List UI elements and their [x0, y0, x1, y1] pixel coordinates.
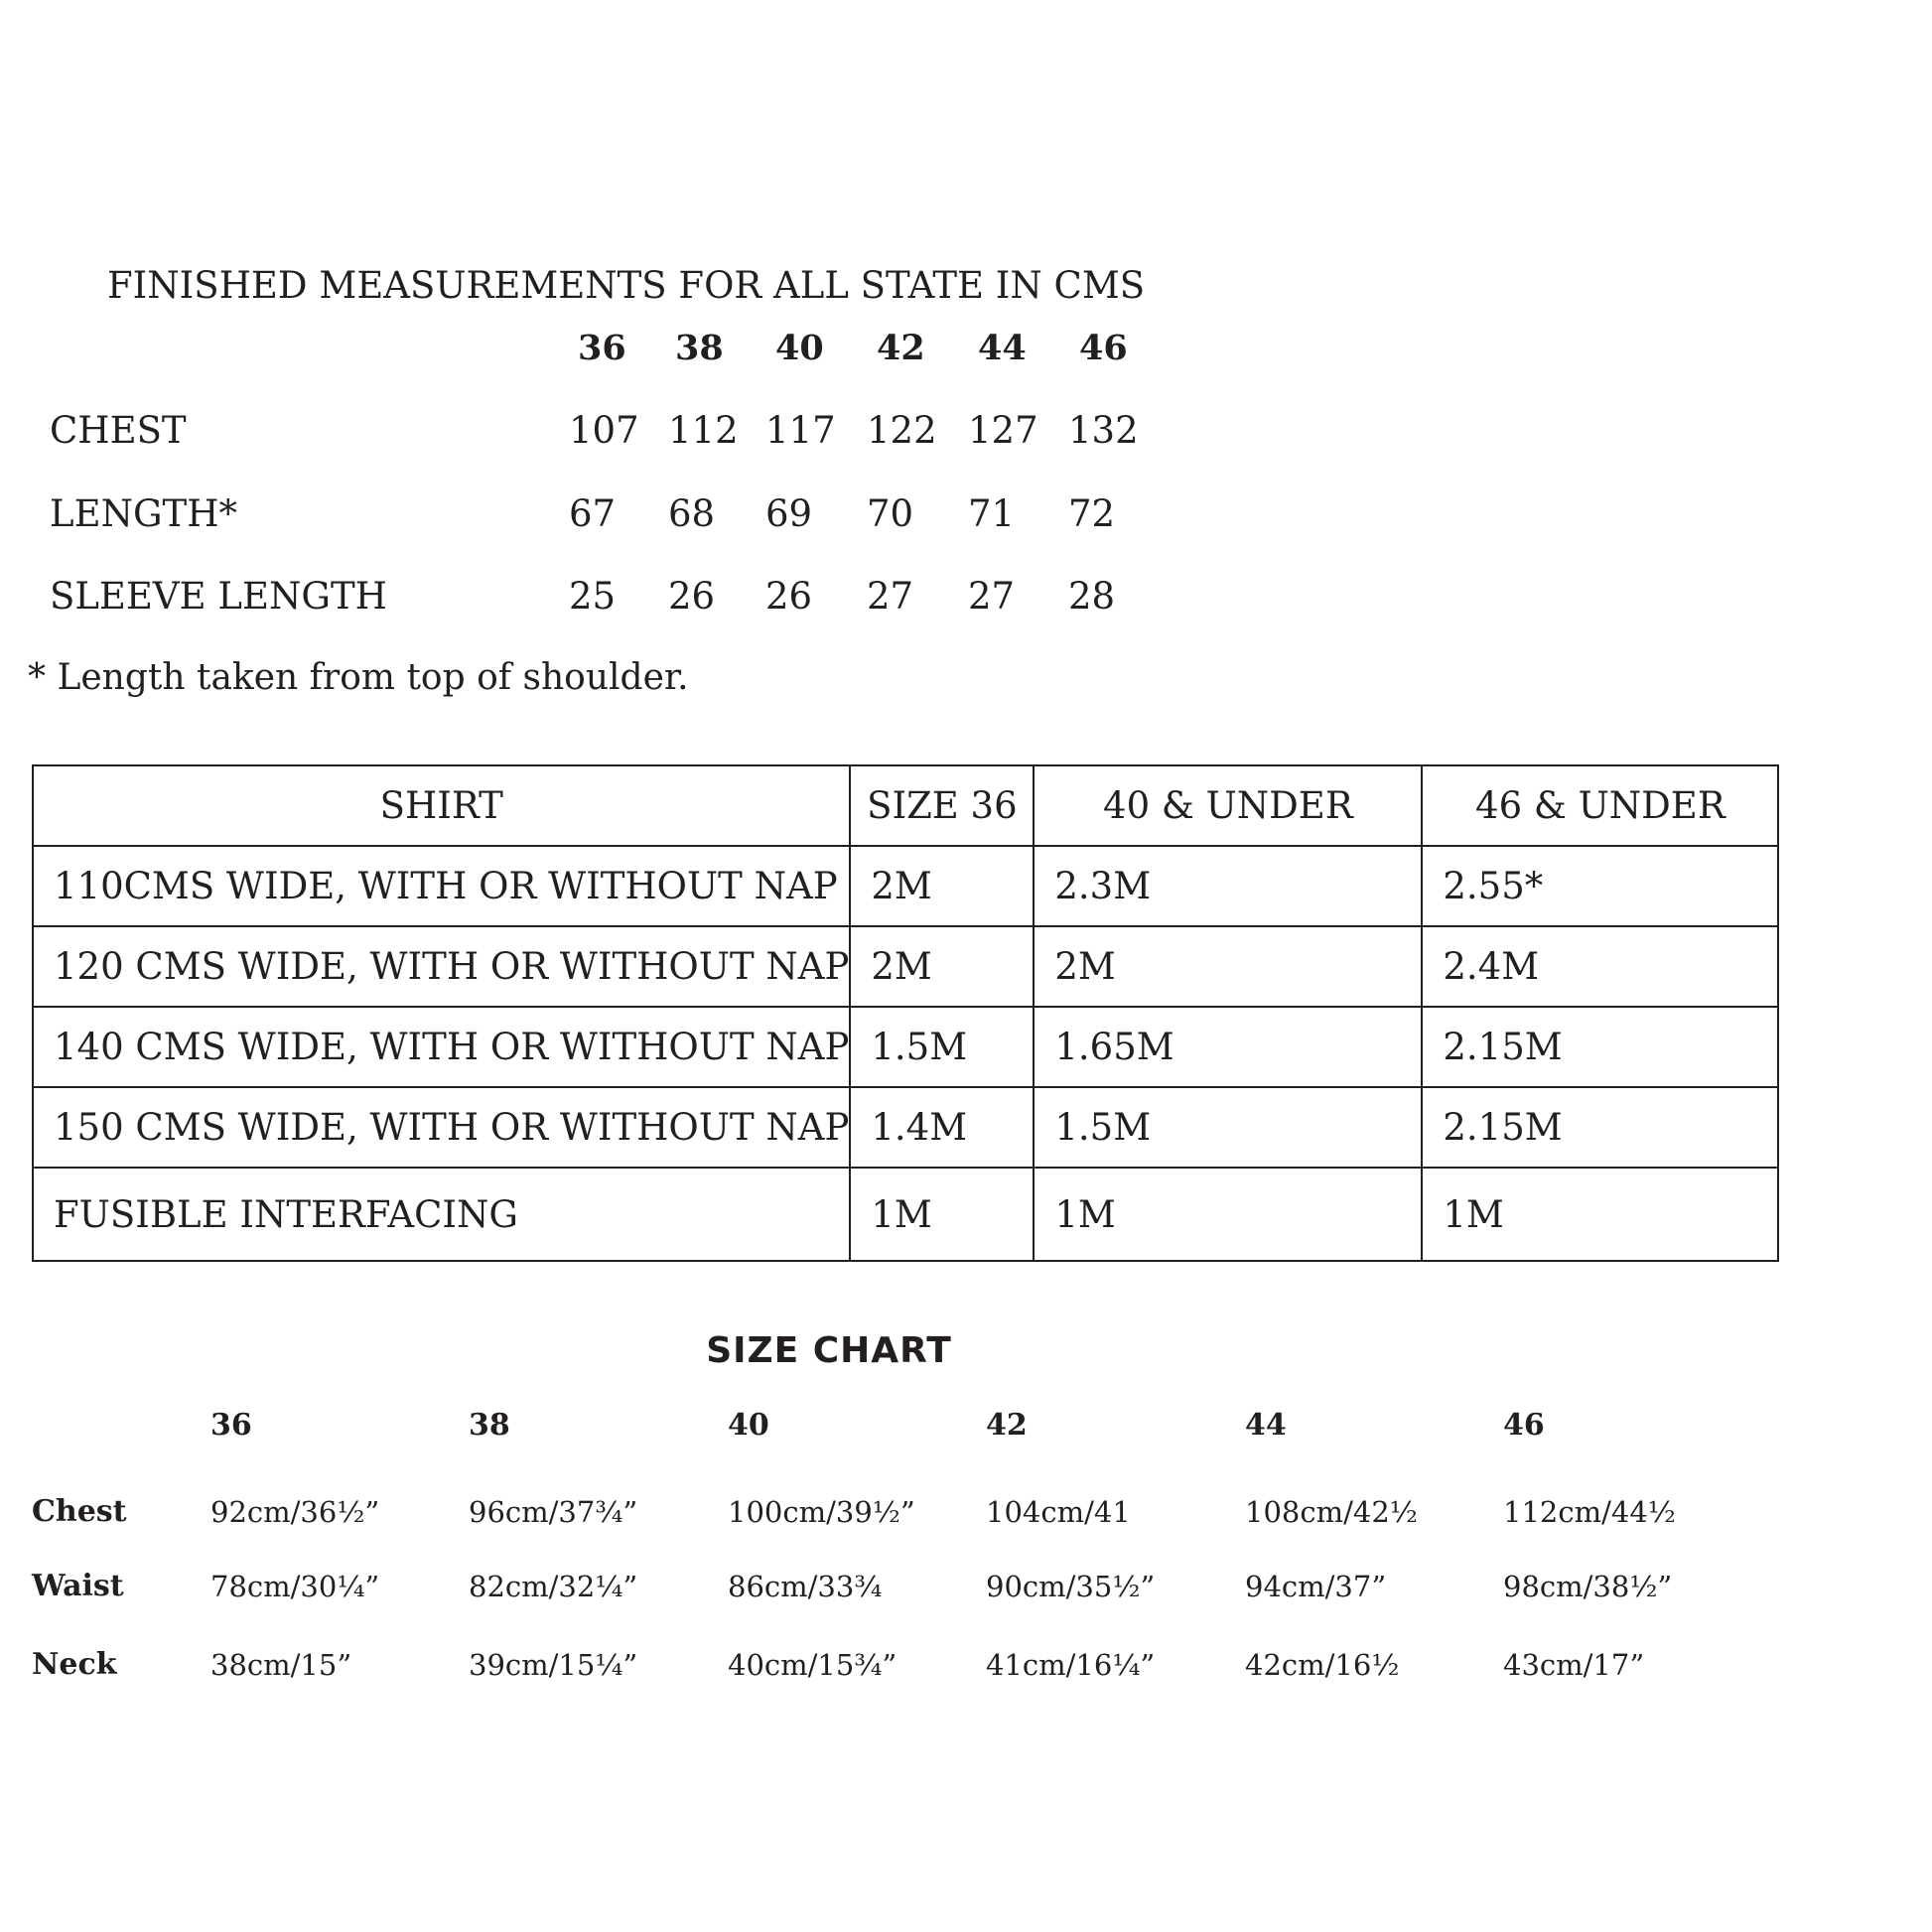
fm-value: 72 [1068, 492, 1116, 535]
sc-value: 40cm/15¾” [728, 1648, 897, 1682]
sc-value: 42cm/16½ [1245, 1648, 1400, 1682]
fabric-requirements-table [32, 764, 1779, 1262]
fm-value: 26 [765, 575, 813, 618]
sc-size-header: 44 [1245, 1408, 1287, 1443]
fm-size-header: 46 [1079, 328, 1128, 368]
length-footnote: * Length taken from top of shoulder. [28, 657, 689, 698]
sc-value: 82cm/32¼” [469, 1570, 638, 1603]
fm-size-header: 44 [978, 328, 1027, 368]
fm-row-label-sleeve-length: SLEEVE LENGTH [50, 575, 387, 618]
size-chart-title: SIZE CHART [706, 1330, 952, 1371]
sc-value: 39cm/15¼” [469, 1648, 638, 1682]
table-cell: 2.15M [1422, 1007, 1778, 1087]
sc-value: 100cm/39½” [728, 1495, 915, 1529]
sc-size-header: 40 [728, 1408, 769, 1443]
table-cell: 140 CMS WIDE, WITH OR WITHOUT NAP [33, 1007, 850, 1087]
table-cell: 2M [850, 846, 1034, 926]
fm-value: 26 [668, 575, 716, 618]
table-cell: 110CMS WIDE, WITH OR WITHOUT NAP [33, 846, 850, 926]
table-row [33, 926, 1778, 1007]
sc-size-header: 36 [210, 1408, 252, 1443]
sc-size-header: 38 [469, 1408, 510, 1443]
sc-value: 90cm/35½” [986, 1570, 1156, 1603]
sc-value: 43cm/17” [1503, 1648, 1645, 1682]
fm-value: 117 [765, 409, 836, 452]
fm-value: 112 [668, 409, 739, 452]
table-cell: 1.5M [850, 1007, 1034, 1087]
fm-value: 132 [1068, 409, 1139, 452]
table-cell: 2.4M [1422, 926, 1778, 1007]
table-row [33, 1168, 1778, 1261]
table-cell: 1M [850, 1168, 1034, 1261]
fm-value: 71 [968, 492, 1016, 535]
sc-value: 94cm/37” [1245, 1570, 1387, 1603]
sc-size-header: 42 [986, 1408, 1028, 1443]
table-cell: 120 CMS WIDE, WITH OR WITHOUT NAP [33, 926, 850, 1007]
sc-value: 112cm/44½ [1503, 1495, 1676, 1529]
table-cell: 1.5M [1034, 1087, 1422, 1168]
fm-value: 68 [668, 492, 716, 535]
table-row [33, 1087, 1778, 1168]
finished-measurements-title: FINISHED MEASUREMENTS FOR ALL STATE IN CMS [107, 264, 1146, 307]
sc-value: 92cm/36½” [210, 1495, 380, 1529]
fm-value: 69 [765, 492, 813, 535]
fm-value: 28 [1068, 575, 1116, 618]
sc-value: 78cm/30¼” [210, 1570, 380, 1603]
sc-value: 38cm/15” [210, 1648, 352, 1682]
table-cell: 2.15M [1422, 1087, 1778, 1168]
sc-value: 96cm/37¾” [469, 1495, 638, 1529]
column-header: SIZE 36 [850, 765, 1034, 846]
fm-value: 27 [867, 575, 914, 618]
sc-value: 108cm/42½ [1245, 1495, 1418, 1529]
fm-value: 107 [569, 409, 639, 452]
table-cell: 2M [1034, 926, 1422, 1007]
table-cell: 1.4M [850, 1087, 1034, 1168]
sc-row-label-waist: Waist [32, 1569, 124, 1603]
table-cell: 2M [850, 926, 1034, 1007]
fm-size-header: 42 [877, 328, 925, 368]
table-cell: 2.55* [1422, 846, 1778, 926]
sc-size-header: 46 [1503, 1408, 1545, 1443]
fm-size-header: 40 [775, 328, 824, 368]
fm-value: 70 [867, 492, 914, 535]
table-cell: 2.3M [1034, 846, 1422, 926]
table-cell: 150 CMS WIDE, WITH OR WITHOUT NAP [33, 1087, 850, 1168]
table-header-row [33, 765, 1778, 846]
sc-value: 98cm/38½” [1503, 1570, 1673, 1603]
column-header: 40 & UNDER [1034, 765, 1422, 846]
sc-value: 41cm/16¼” [986, 1648, 1156, 1682]
table-cell: 1M [1422, 1168, 1778, 1261]
sc-row-label-chest: Chest [32, 1494, 127, 1529]
table-cell: 1M [1034, 1168, 1422, 1261]
table-cell: 1.65M [1034, 1007, 1422, 1087]
sc-row-label-neck: Neck [32, 1647, 117, 1682]
sc-value: 86cm/33¾ [728, 1570, 883, 1603]
fm-value: 25 [569, 575, 617, 618]
fm-value: 27 [968, 575, 1016, 618]
fm-row-label-length: LENGTH* [50, 492, 237, 535]
table-cell: FUSIBLE INTERFACING [33, 1168, 850, 1261]
column-header: SHIRT [33, 765, 850, 846]
fm-size-header: 38 [675, 328, 724, 368]
sc-value: 104cm/41 [986, 1495, 1131, 1529]
fm-size-header: 36 [578, 328, 626, 368]
fm-value: 122 [867, 409, 937, 452]
table-row [33, 1007, 1778, 1087]
column-header: 46 & UNDER [1422, 765, 1778, 846]
fm-row-label-chest: CHEST [50, 409, 187, 452]
fm-value: 67 [569, 492, 617, 535]
fm-value: 127 [968, 409, 1038, 452]
table-row [33, 846, 1778, 926]
